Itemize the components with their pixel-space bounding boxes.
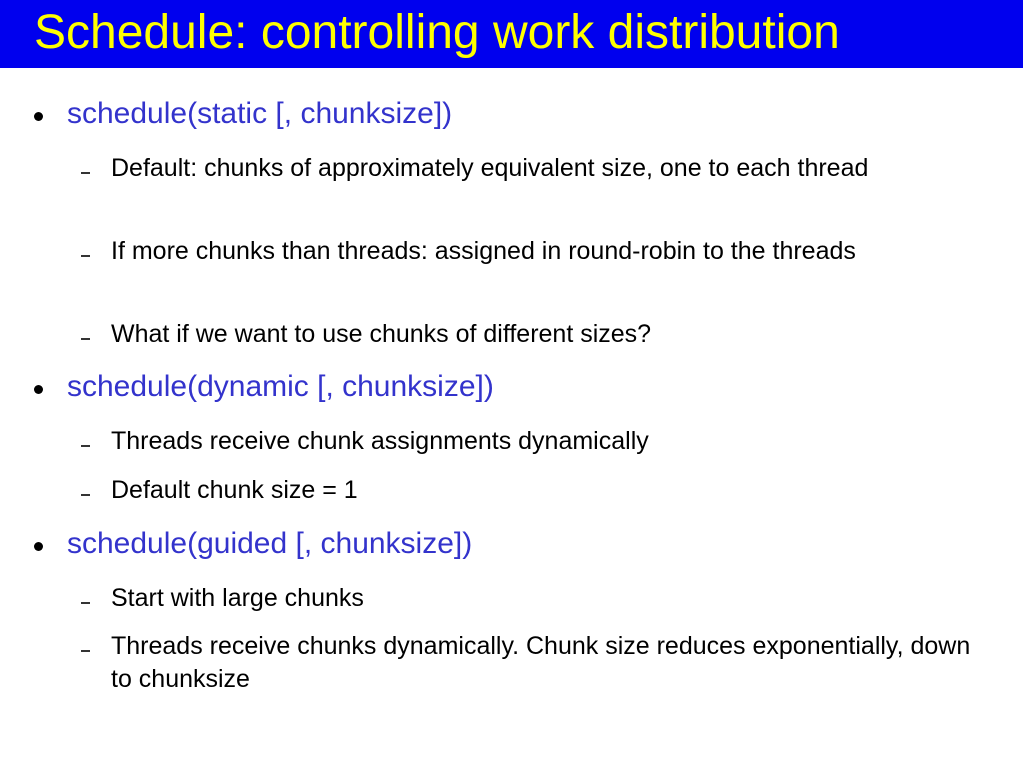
sub-item-text: If more chunks than threads: assigned in round-robin to the threads [111,237,856,265]
sub-item-text: Threads receive chunks dynamically. Chunk size reduces exponentially, down to chunksize [111,632,971,693]
bullet-text: schedule(dynamic [, chunksize]) [67,370,494,403]
sub-item-text: Default chunk size = 1 [111,476,358,504]
bullet-dot-icon [34,112,43,121]
dash-icon [81,494,90,496]
dash-icon [81,255,90,257]
dash-icon [81,172,90,174]
dash-icon [81,445,90,447]
sub-item-text: Threads receive chunk assignments dynamically [111,427,649,455]
dash-icon [81,338,90,340]
dash-icon [81,602,90,604]
sub-item-text: Start with large chunks [111,584,364,612]
bullet-dot-icon [34,385,43,394]
title-bar [0,0,1023,68]
sub-item-text: Default: chunks of approximately equivalent size, one to each thread [111,154,869,182]
bullet-text: schedule(guided [, chunksize]) [67,527,473,560]
bullet-text: schedule(static [, chunksize]) [67,97,453,130]
bullet-dot-icon [34,542,43,551]
sub-item-text: What if we want to use chunks of different sizes? [111,320,652,348]
slide-title: Schedule: controlling work distribution [34,6,840,59]
dash-icon [81,650,90,652]
